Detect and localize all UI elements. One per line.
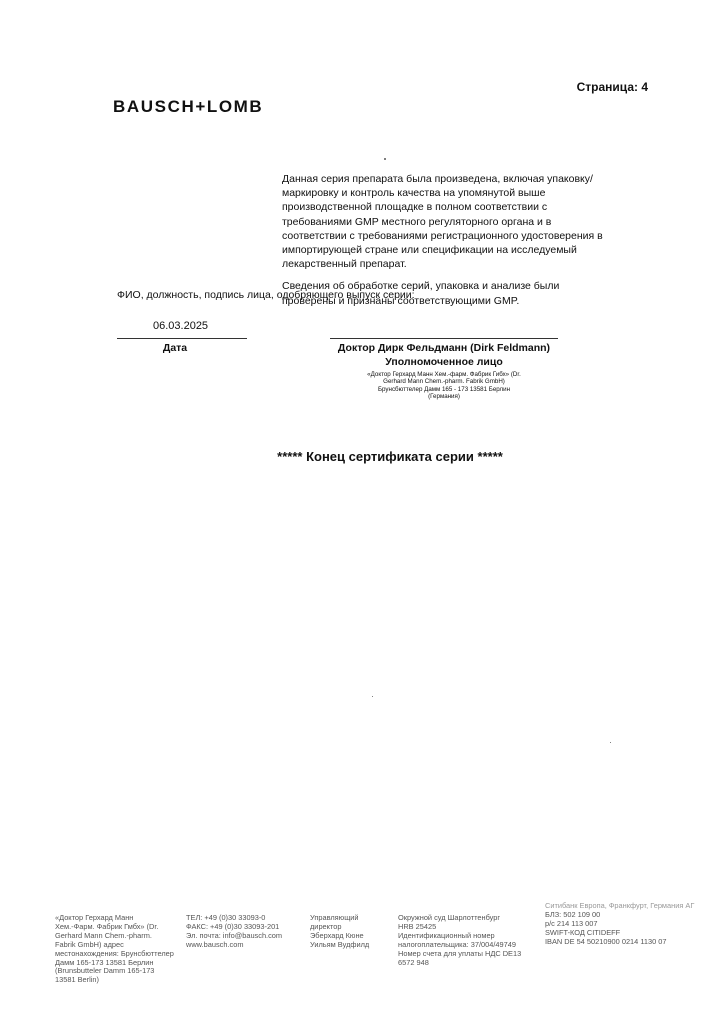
footer-line: 6572 948 [398,957,429,967]
footer-line: Дамм 165-173 13581 Берлин [55,957,154,967]
footer-line: (Brunsbutteler Damm 165-173 [55,966,155,976]
footer-line: IBAN DE 54 50210900 0214 1130 07 [545,936,667,946]
footer-company-address [55,914,174,985]
footer-line: директор [310,921,342,931]
date-value: 06.03.2025 [153,320,209,332]
footer-management [310,914,369,950]
footer-line: «Доктор Герхард Манн [55,913,134,922]
date-line [117,338,247,339]
footer-line: р/с 214 113 007 [545,918,598,928]
footer-contacts [186,914,282,950]
footer-line: Номер счета для уплаты НДС DE13 [398,948,522,958]
footer-bank-details [545,902,694,947]
signatory-block [318,342,570,401]
footer-line: налогоплательщика: 37/004/49749 [398,939,516,949]
footer-line: Gerhard Mann Chem.-pharm. [55,930,152,940]
footer-line: Хем.-Фарм. Фабрик Гмбх» (Dr. [55,921,159,931]
end-of-certificate: ***** Конец сертификата серии ***** [277,449,503,464]
page-number: Страница: 4 [576,80,648,94]
footer-line: местонахождения: Брунсбюттелер [55,948,174,958]
date-label: Дата [162,342,188,354]
signatory-company-address: «Доктор Герхард Манн Хем.-фарм. Фабрик Гибх» (Dr. Gerhard Mann Chem.-pharm. Fabrik GmbH) Брунсбюттелер Дамм 165 - 173 13581 Берлин (Германия) [367,371,521,401]
company-logo: BAUSCH+LOMB [113,97,264,116]
footer-line: HRB 25425 [398,921,437,931]
footer-line: БЛЗ: 502 109 00 [545,909,601,919]
footer-line: Ситибанк Европа, Франкфурт, Германия АГ [545,901,695,910]
scan-speck [384,158,386,160]
footer-line: SWIFT-КОД CITIDEFF [545,927,621,937]
signatory-role: Уполномоченное лицо [385,356,503,368]
footer-line: Эл. почта: info@bausch.com [186,930,283,940]
declaration-paragraph-1: Данная серия препарата была произведена, включая упаковку/маркировку и контроль качества на упомянутой выше производственной площадке в полном соответствии с требованиями GMP местного регуляторного органа и в соответствии с требованиями регистрационного удостоверения в импортирующей стране или спецификации на исследуемый лекарственный препарат. [282,173,603,271]
declaration-paragraph-2: Сведения об обработке серий, упаковка и анализе были проверены и признаны соответствующими GMP. [282,280,560,307]
footer-line: www.bausch.com [186,939,244,949]
footer-line: Идентификационный номер [398,930,495,940]
scan-speck [372,696,373,697]
footer-line: Уильям Вудфилд [310,939,370,949]
signatory-label: ФИО, должность, подпись лица, одобряющего выпуск серии: [117,289,415,301]
footer-line: 13581 Berlin) [55,975,99,985]
footer-line: Fabrik GmbH) адрес [55,939,124,949]
footer-registration [398,914,521,967]
footer-line: ТЕЛ: +49 (0)30 33093-0 [186,913,266,922]
signatory-name: Доктор Дирк Фельдманн (Dirk Feldmann) [337,342,551,354]
gmp-declaration [282,172,612,308]
footer-line: Окружной суд Шарлоттенбург [398,913,501,922]
footer-line: ФАКС: +49 (0)30 33093-201 [186,921,280,931]
footer-line: Управляющий [310,913,359,922]
signature-line [330,338,558,339]
scan-speck [610,742,611,743]
footer-line: Эберхард Кюне [310,930,364,940]
